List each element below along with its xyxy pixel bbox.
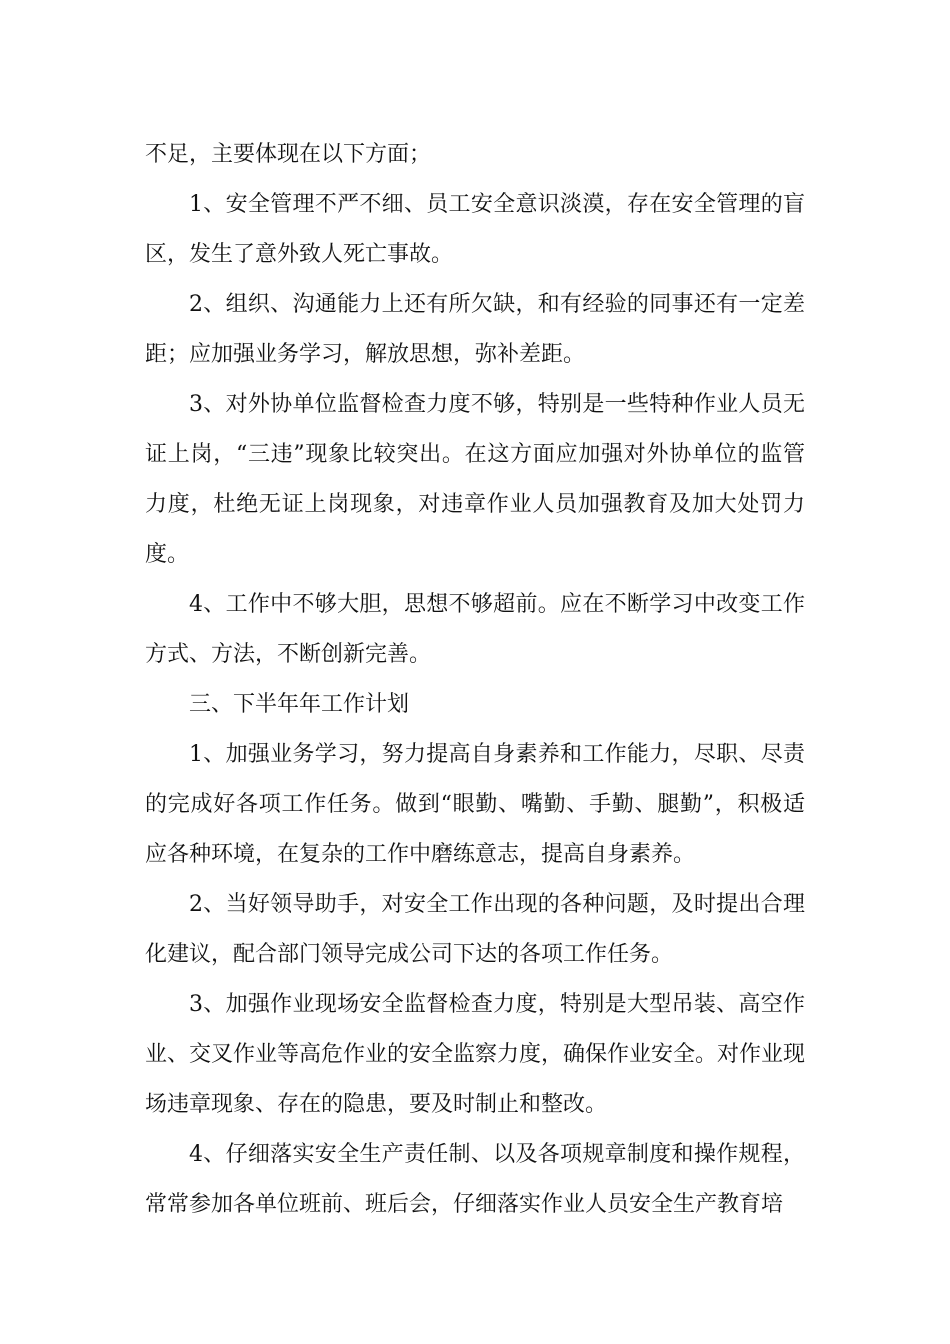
paragraph-intro-continuation: 不足，主要体现在以下方面； (145, 142, 432, 167)
section-heading-plan: 三、下半年年工作计划 (189, 692, 410, 717)
paragraph-plan-3: 3、加强作业现场安全监督检查力度，特别是大型吊装、高空作业、交叉作业等高危作业的安全监察力度，确保作业安全。对作业现场违章现象、存在的隐患，要及时制止和整改。 (145, 992, 806, 1117)
paragraph-issue-2: 2、组织、沟通能力上还有所欠缺，和有经验的同事还有一定差距；应加强业务学习，解放思想，弥补差距。 (145, 292, 805, 367)
paragraph-plan-1: 1、加强业务学习，努力提高自身素养和工作能力，尽职、尽责的完成好各项工作任务。做到“眼勤、嘴勤、手勤、腿勤”，积极适应各种环境，在复杂的工作中磨练意志，提高自身素养。 (145, 742, 805, 867)
document-body (145, 130, 805, 1230)
paragraph-issue-4: 4、工作中不够大胆，思想不够超前。应在不断学习中改变工作方式、方法，不断创新完善。 (145, 592, 805, 667)
paragraph-issue-3: 3、对外协单位监督检查力度不够，特别是一些特种作业人员无证上岗，“三违”现象比较突出。在这方面应加强对外协单位的监管力度，杜绝无证上岗现象，对违章作业人员加强教育及加大处罚力度。 (145, 392, 805, 567)
paragraph-plan-2: 2、当好领导助手，对安全工作出现的各种问题，及时提出合理化建议，配合部门领导完成公司下达的各项工作任务。 (145, 892, 805, 967)
paragraph-issue-1: 1、安全管理不严不细、员工安全意识淡漠，存在安全管理的盲区，发生了意外致人死亡事故。 (145, 192, 805, 267)
paragraph-plan-4: 4、仔细落实安全生产责任制、以及各项规章制度和操作规程，常常参加各单位班前、班后会，仔细落实作业人员安全生产教育培 (145, 1142, 805, 1217)
